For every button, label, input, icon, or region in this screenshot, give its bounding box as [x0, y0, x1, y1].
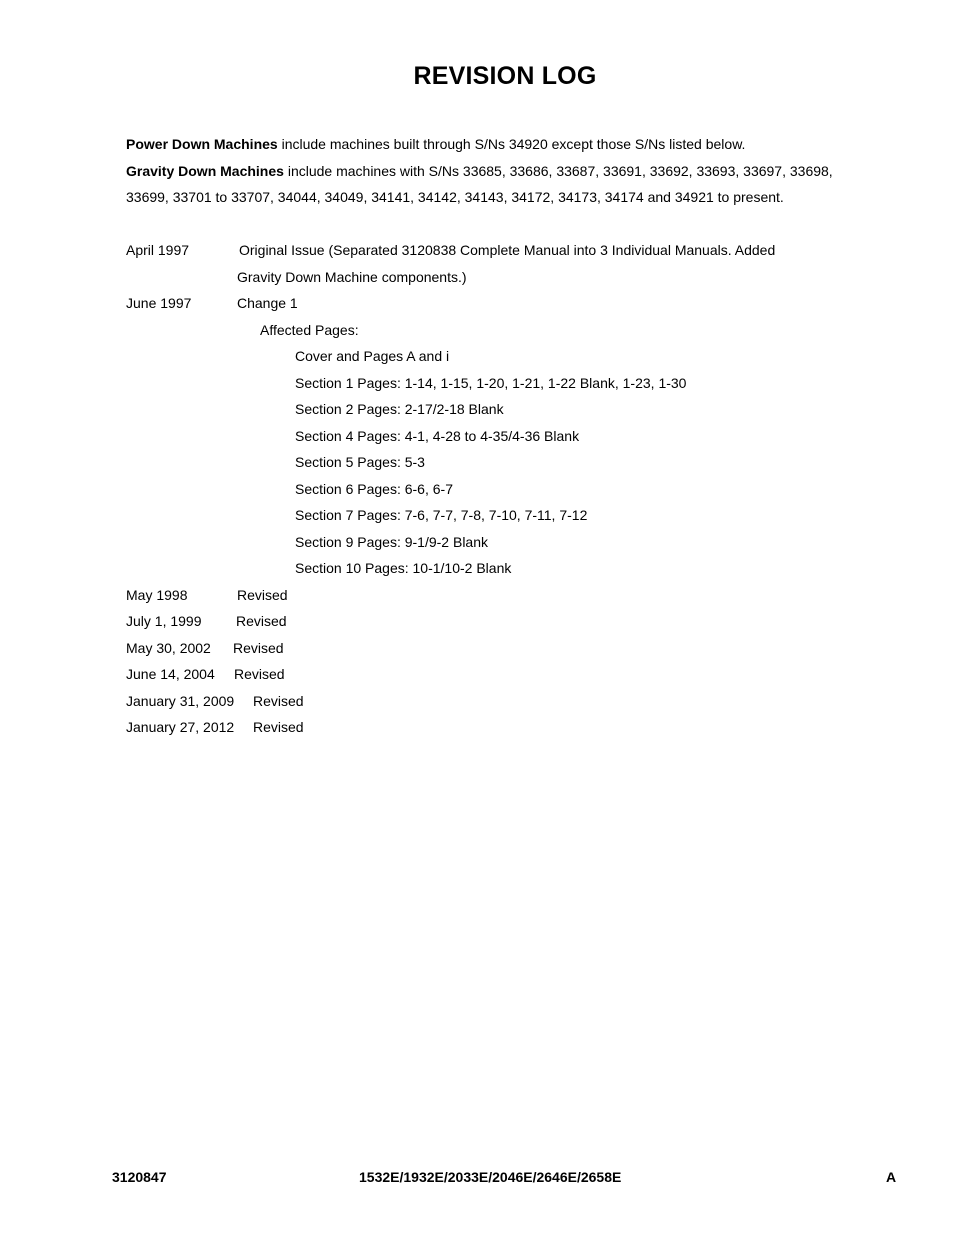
footer-page-number: A [886, 1169, 897, 1185]
power-down-line [126, 136, 745, 153]
revision-description: Revised [253, 693, 304, 709]
revision-date: May 1998 [126, 587, 188, 603]
footer-document-number: 3120847 [112, 1169, 167, 1185]
power-down-label: Power Down Machines [126, 136, 278, 152]
revision-description: Revised [236, 613, 287, 629]
power-down-text: include machines built through S/Ns 34920 except those S/Ns listed below. [281, 136, 746, 152]
gravity-down-line [126, 163, 833, 180]
revision-description: Revised [237, 587, 288, 603]
revision-description: Original Issue (Separated 3120838 Complete Manual into 3 Individual Manuals. Added [239, 242, 776, 258]
gravity-down-text-continued: 33699, 33701 to 33707, 34044, 34049, 34141, 34142, 34143, 34172, 34173, 34174 and 34921 to present. [126, 189, 784, 205]
revision-description: Revised [253, 719, 304, 735]
revision-date: June 1997 [126, 295, 192, 311]
revision-description: Revised [233, 640, 284, 656]
revision-date: April 1997 [126, 242, 190, 258]
affected-page-item: Section 2 Pages: 2-17/2-18 Blank [295, 401, 504, 417]
affected-page-item: Section 9 Pages: 9-1/9-2 Blank [295, 534, 489, 550]
revision-description: Revised [234, 666, 285, 682]
revision-date: May 30, 2002 [126, 640, 211, 656]
affected-page-item: Section 6 Pages: 6-6, 6-7 [295, 481, 453, 497]
affected-pages-label: Affected Pages: [260, 322, 359, 338]
gravity-down-text: include machines with S/Ns 33685, 33686, 33687, 33691, 33692, 33693, 33697, 33698, [287, 163, 833, 179]
affected-page-item: Section 7 Pages: 7-6, 7-7, 7-8, 7-10, 7-11, 7-12 [295, 507, 588, 523]
revision-description-continued: Gravity Down Machine components.) [237, 269, 467, 285]
revision-date: January 27, 2012 [126, 719, 235, 735]
affected-page-item: Section 5 Pages: 5-3 [295, 454, 425, 470]
revision-date: June 14, 2004 [126, 666, 215, 682]
revision-description: Change 1 [237, 295, 298, 311]
affected-page-item: Section 4 Pages: 4-1, 4-28 to 4-35/4-36 Blank [295, 428, 580, 444]
affected-page-item: Cover and Pages A and i [295, 348, 450, 364]
affected-page-item: Section 1 Pages: 1-14, 1-15, 1-20, 1-21, 1-22 Blank, 1-23, 1-30 [295, 375, 687, 391]
revision-date: July 1, 1999 [126, 613, 202, 629]
footer-model-list: 1532E/1932E/2033E/2046E/2646E/2658E [359, 1169, 622, 1185]
revision-date: January 31, 2009 [126, 693, 235, 709]
gravity-down-label: Gravity Down Machines [126, 163, 284, 179]
page-title: REVISION LOG [413, 62, 597, 90]
affected-page-item: Section 10 Pages: 10-1/10-2 Blank [295, 560, 512, 576]
